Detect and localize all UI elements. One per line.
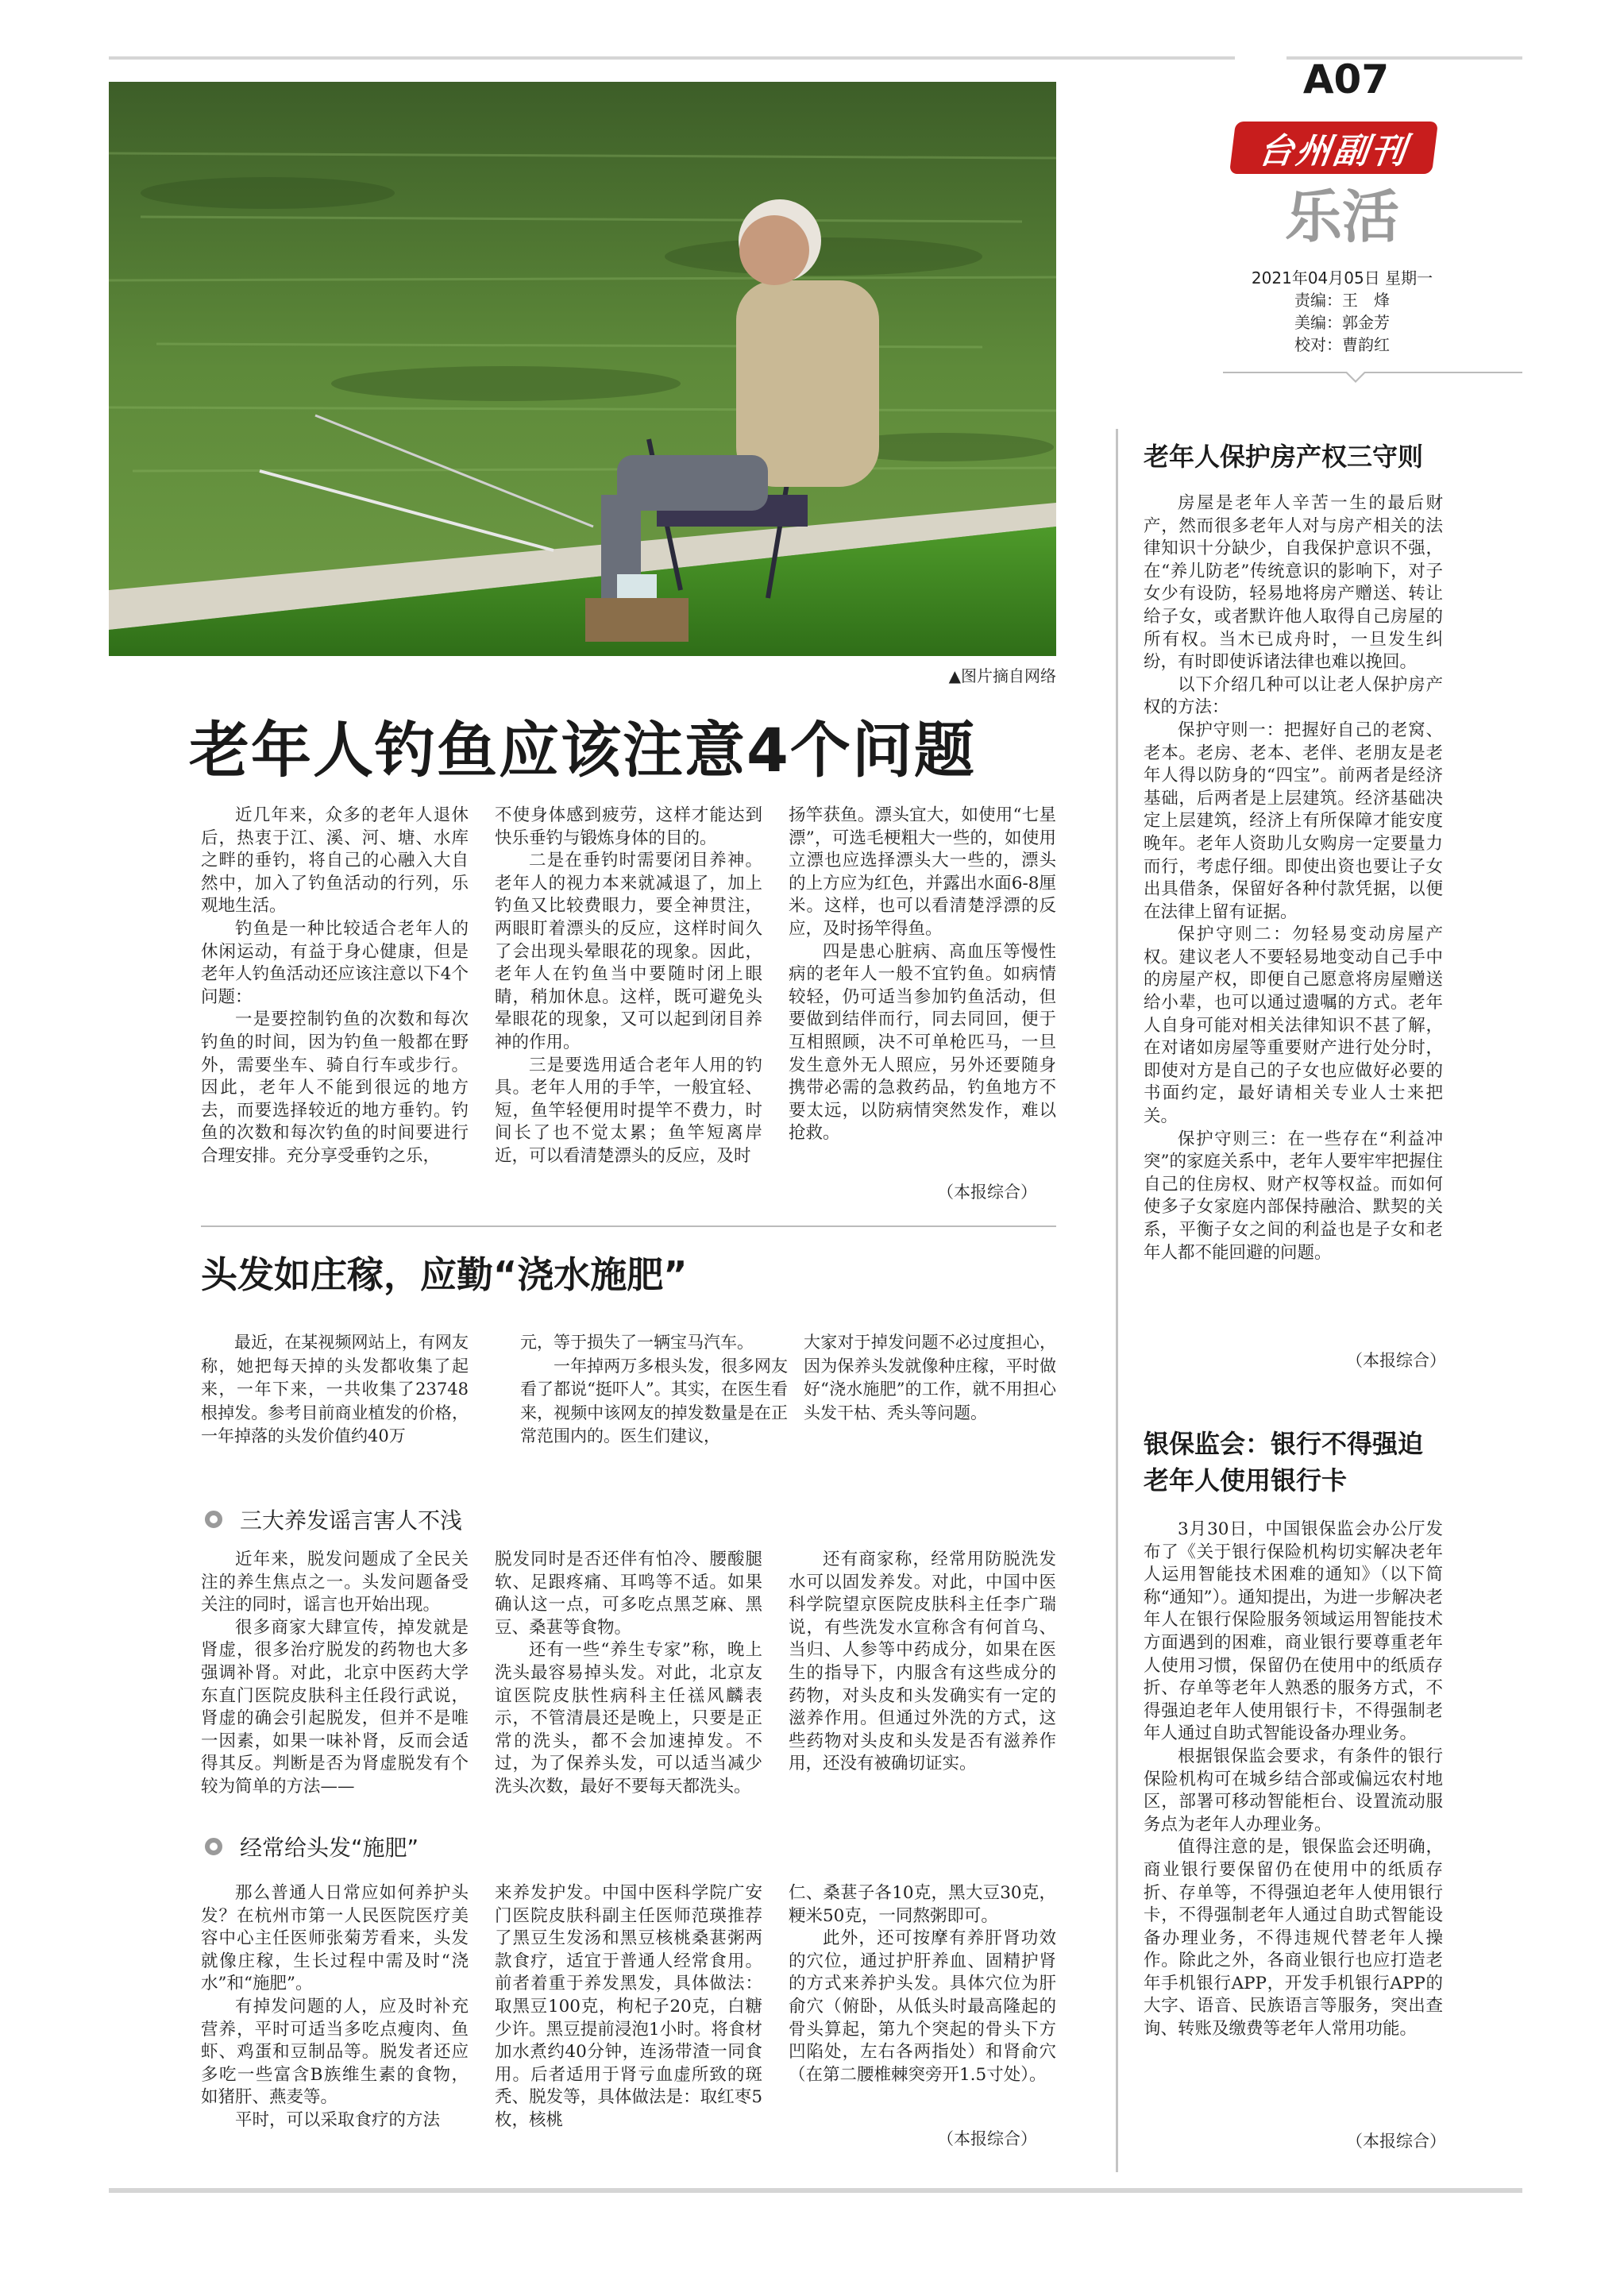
property-para: 保护守则三：在一些存在“利益冲突”的家庭关系中，老年人要牢牢把握住自己的住房权、财产权等权益。而如何使多子女家庭内部保持融洽、默契的关系，平衡子女之间的利益也是子女和老年人都不能回避的问题。 [1144, 1129, 1443, 1263]
ring-bullet-icon [205, 1511, 222, 1528]
hair-subhead-2 [205, 1831, 419, 1862]
masthead-notch-inner [1347, 372, 1364, 380]
proofreader-credit: 校对：曹韵红 [1294, 335, 1390, 354]
hair-intro-para: 最近，在某视频网站上，有网友称，她把每天掉的头发都收集了起来，一年下来，一共收集了23748根掉发。参考目前商业植发的价格，一年掉落的头发价值约40万 [201, 1333, 469, 1445]
hair-para: 来养发护发。中国中医科学院广安门医院皮肤科副主任医师范瑛推荐了黑豆生发汤和黑豆核桃桑葚粥两款食疗，适宜于普通人经常食用。前者着重于养发黑发，具体做法：取黑豆100克，枸杞子20克，白糖少许。黑豆提前浸泡1小时。将食材加水煮约40分钟，连汤带渣一同食用。后者适用于肾亏血虚所致的斑秃、脱发等，具体做法是：取红枣5枚，核桃 [495, 1883, 762, 2130]
fishing-col-3 [789, 805, 1056, 1178]
bank-body [1144, 1519, 1443, 2122]
hair-para: 那么普通人日常应如何养护头发？在杭州市第一人民医院医疗美容中心主任医师张菊芳看来，头发就像庄稼，生长过程中需及时“浇水”和“施肥”。 [201, 1883, 469, 1994]
hair-s2-col-2 [495, 1882, 762, 2148]
fishing-para: 钓鱼是一种比较适合老年人的休闲运动，有益于身心健康，但是老年人钓鱼活动还应该注意以下4个问题： [201, 918, 469, 1007]
issue-date: 2021年04月05日 星期一 [1251, 268, 1433, 288]
masthead-info [1223, 267, 1461, 356]
hair-intro-para: 元，等于损失了一辆宝马汽车。 [520, 1333, 754, 1352]
fishing-para: 三是要选用适合老年人用的钓具。老年人用的手竿，一般宜轻、短，鱼竿轻便用时提竿不费力，时间长了也不觉太累；鱼竿短离岸近，可以看清楚漂头的反应，及时 [495, 1055, 762, 1166]
hair-para: 很多商家大肆宣传，掉发就是肾虚，很多治疗脱发的药物也大多强调补肾。对此，北京中医药大学东直门医院皮肤科主任段行武说，肾虚的确会引起脱发，但并不是唯一因素，如果一味补肾，反而会适得其反。判断是否为肾虚脱发有个较为简单的方法—— [201, 1617, 469, 1797]
fishing-photo-illustration [109, 82, 1056, 656]
masthead-rule [1223, 372, 1522, 373]
supplement-name: 台州副刊 [1256, 131, 1411, 172]
fishing-col-2 [495, 805, 762, 1206]
bank-headline: 银保监会：银行不得强迫老年人使用银行卡 [1144, 1429, 1424, 1496]
hair-para: 有掉发问题的人，应及时补充营养，平时可适当多吃点瘦肉、鱼虾、鸡蛋和豆制品等。脱发者还应多吃一些富含B族维生素的食物，如猪肝、燕麦等。 [201, 1996, 469, 2108]
bank-para: 根据银保监会要求，有条件的银行保险机构可在城乡结合部或偏远农村地区，部署可移动智能柜台、设置流动服务点为老年人办理业务。 [1144, 1746, 1443, 1835]
property-source: （本报综合） [1346, 1351, 1446, 1370]
property-para: 房屋是老年人辛苦一生的最后财产，然而很多老年人对与房产相关的法律知识十分缺少，自我保护意识不强，在“养儿防老”传统意识的影响下，对子女少有设防，轻易地将房产赠送、转让给子女，或者默许他人取得自己房屋的所有权。当木已成舟时，一旦发生纠纷，有时即使诉诸法律也难以挽回。 [1144, 493, 1443, 673]
fishing-para: 不使身体感到疲劳，这样才能达到快乐垂钓与锻炼身体的目的。 [495, 805, 762, 848]
property-body [1144, 492, 1443, 1318]
hair-s1-col-1 [201, 1549, 469, 1823]
fishing-para: 一是要控制钓鱼的次数和每次钓鱼的时间，因为钓鱼一般都在野外，需要坐车、骑自行车或步行。因此，老年人不能到很远的地方去，而要选择较近的地方垂钓。钓鱼的次数和每次钓鱼的时间要进行合理安排。充分享受垂钓之乐， [201, 1009, 469, 1166]
hair-para: 脱发同时是否还伴有怕冷、腰酸腿软、足跟疼痛、耳鸣等不适。如果确认这一点，可多吃点黑芝麻、黑豆、桑葚等食物。 [495, 1550, 762, 1638]
hair-intro-col-1 [201, 1331, 469, 1498]
hair-s2-col-1 [201, 1882, 469, 2148]
fishing-para: 四是患心脏病、高血压等慢性病的老年人一般不宜钓鱼。如病情较轻，仍可适当参加钓鱼活动，但要做到结伴而行，同去同回，便于互相照顾，决不可单枪匹马，一旦发生意外无人照应，另外还要随身携带必需的急救药品，钓鱼地方不要太远，以防病情突然发作，难以抢救。 [789, 941, 1056, 1144]
bank-para: 3月30日，中国银保监会办公厅发布了《关于银行保险机构切实解决老年人运用智能技术困难的通知》（以下简称“通知”）。通知提出，为进一步解决老年人在银行保险服务领域运用智能技术方面遇到的困难，商业银行要尊重老年人使用习惯，保留仍在使用中的纸质存折、存单等老年人熟悉的服务方式，不得强迫老年人使用银行卡，不得强制老年人通过自助式智能设备办理业务。 [1144, 1519, 1443, 1744]
property-para: 保护守则一：把握好自己的老窝、老本。老房、老本、老伴、老朋友是老年人得以防身的“四宝”。前两者是经济基础，后两者是上层建筑。经济基础决定上层建筑，经济上有所保障才能安度晚年。老年人资助儿女购房一定要量力而行，考虑仔细。即使出资也要让子女出具借条，保留好各种付款凭据，以便在法律上留有证据。 [1144, 720, 1443, 922]
hair-intro-para: 一年掉两万多根头发，很多网友看了都说“挺吓人”。其实，在医生看来，视频中该网友的掉发数量是在正常范围内的。医生们建议， [520, 1356, 788, 1445]
hair-s1-col-2 [495, 1549, 762, 1823]
hair-intro-col-3 [804, 1331, 1056, 1498]
fishing-para: 近几年来，众多的老年人退休后，热衷于江、溪、河、塘、水库之畔的垂钓，将自己的心融入大自然中，加入了钓鱼活动的行列，乐观地生活。 [201, 805, 469, 917]
hair-subhead-1 [205, 1503, 462, 1535]
ring-bullet-icon [205, 1838, 222, 1855]
top-rule [109, 56, 1235, 60]
hair-para: 还有一些“养生专家”称，晚上洗头最容易掉头发。对此，北京友谊医院皮肤性病科主任禚风麟表示，不管清晨还是晚上，只要是正常的洗头，都不会加速掉发。不过，为了保养头发，可以适当减少洗头次数，最好不要每天都洗头。 [495, 1640, 762, 1797]
fishing-source: （本报综合） [937, 1183, 1037, 1202]
fishing-para: 扬竿获鱼。漂头宜大，如使用“七星漂”，可选毛梗粗大一些的，如使用立漂也应选择漂头大一些的，漂头的上方应为红色，并露出水面6-8厘米。这样，也可以看清楚浮漂的反应，及时扬竿得鱼。 [789, 805, 1056, 939]
hair-para: 此外，还可按摩有养肝肾功效的穴位，通过护肝养血、固精护肾的方式来养护头发。具体穴位为肝俞穴（俯卧，从低头时最高隆起的骨头算起，第九个突起的骨头下方凹陷处，左右各两指处）和肾俞穴（在第二腰椎棘突旁开1.5寸处）。 [789, 1928, 1056, 2085]
property-headline: 老年人保护房产权三守则 [1144, 442, 1424, 472]
photo-credit: ▲图片摘自网络 [948, 666, 1056, 685]
hair-subhead-1-text: 三大养发谣言害人不浅 [240, 1507, 463, 1534]
property-para: 保护守则二：勿轻易变动房屋产权。建议老人不要轻易地变动自己手中的房屋产权，即便自己愿意将房屋赠送给小辈，也可以通过遗嘱的方式。老年人自身可能对相关法律知识不甚了解，在对诸如房屋等重要财产进行处分时，即使对方是自己的子女也应做好必要的书面约定，最好请相关专业人士来把关。 [1144, 924, 1443, 1127]
bottom-rule [109, 2188, 1522, 2193]
hair-intro-para: 大家对于掉发问题不必过度担心，因为保养头发就像种庄稼，平时做好“浇水施肥”的工作，就不用担心头发干枯、秃头等问题。 [804, 1333, 1056, 1422]
fishing-photo [109, 82, 1056, 656]
hair-para: 仁、桑葚子各10克，黑大豆30克，粳米50克，一同熬粥即可。 [789, 1883, 1056, 1926]
hair-intro-col-2 [520, 1331, 788, 1498]
designer-credit: 美编：郭金芳 [1294, 313, 1390, 332]
bank-source: （本报综合） [1346, 2132, 1446, 2151]
fishing-col-1 [201, 805, 469, 1206]
hair-subhead-2-text: 经常给头发“施肥” [240, 1835, 419, 1861]
hair-para: 还有商家称，经常用防脱洗发水可以固发养发。对此，中国中医科学院望京医院皮肤科主任李广瑞说，有些洗发水宣称含有何首乌、当归、人参等中药成分，如果在医生的指导下，内服含有这些成分的药物，对头皮和头发确实有一定的滋养作用。但通过外洗的方式，这些药物对头皮和头发是否有滋养作用，还没有被确切证实。 [789, 1550, 1056, 1774]
hair-s2-col-3 [789, 1882, 1056, 2113]
page-number: A07 [1302, 56, 1390, 102]
column-divider [1116, 429, 1118, 2172]
editor-credit: 责编：王 烽 [1294, 291, 1390, 310]
section-name: 乐活 [1284, 183, 1399, 250]
hair-headline: 头发如庄稼，应勤“浇水施肥” [201, 1253, 688, 1296]
hair-source: （本报综合） [937, 2129, 1037, 2148]
hair-para: 近年来，脱发问题成了全民关注的养生焦点之一。头发问题备受关注的同时，谣言也开始出现。 [201, 1550, 469, 1615]
fishing-para: 二是在垂钓时需要闭目养神。老年人的视力本来就减退了，加上钓鱼又比较费眼力，要全神贯注，两眼盯着漂头的反应，这样时间久了会出现头晕眼花的现象。因此，老年人在钓鱼当中要随时闭上眼睛，稍加休息。这样，既可避免头晕眼花的现象，又可以起到闭目养神的作用。 [495, 851, 762, 1052]
property-para: 以下介绍几种可以让老人保护房产权的方法： [1144, 674, 1443, 718]
supplement-banner [1229, 122, 1438, 174]
bank-para: 值得注意的是，银保监会还明确，商业银行要保留仍在使用中的纸质存折、存单等，不得强迫老年人使用银行卡，不得强制老年人通过自助式智能设备办理业务，不得违规代替老年人操作。除此之外，各商业银行也应打造老年手机银行APP，开发手机银行APP的大字、语音、民族语言等服务，突出查询、转账及缴费等老年人常用功能。 [1144, 1837, 1443, 2040]
article-divider [201, 1225, 1056, 1227]
hair-para: 平时，可以采取食疗的方法 [235, 2109, 441, 2130]
hair-s1-col-3 [789, 1549, 1056, 1823]
fishing-headline: 老年人钓鱼应该注意4个问题 [189, 715, 976, 785]
